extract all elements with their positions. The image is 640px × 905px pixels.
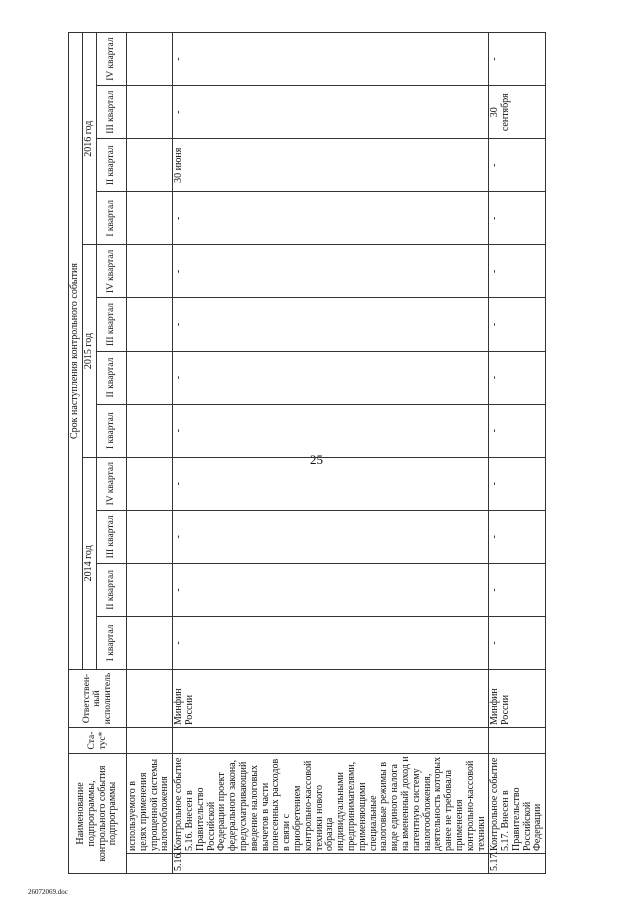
- row-number: 5.16.: [173, 854, 489, 874]
- term-cell: [127, 86, 173, 139]
- quarter-header: II квартал: [97, 563, 127, 616]
- page-number: 25: [310, 452, 323, 467]
- term-cell: [127, 298, 173, 351]
- term-cell: -: [173, 33, 489, 86]
- document-id: 26072069.doc: [28, 888, 68, 896]
- header-year-2015: 2015 год: [83, 245, 97, 457]
- control-events-table: [68, 32, 618, 874]
- quarter-header: IV квартал: [97, 33, 127, 86]
- table-row: [489, 33, 546, 874]
- term-cell: -: [173, 86, 489, 139]
- header-year-2014: 2014 год: [83, 457, 97, 669]
- term-cell: -: [173, 351, 489, 404]
- term-cell: [127, 351, 173, 404]
- term-cell: -: [489, 404, 546, 457]
- quarter-header: III квартал: [97, 86, 127, 139]
- header-status: Ста-тус*: [69, 728, 127, 754]
- term-cell: -: [173, 616, 489, 669]
- row-number: 5.17.: [489, 854, 546, 874]
- quarter-header: II квартал: [97, 351, 127, 404]
- term-cell: -: [489, 33, 546, 86]
- quarter-header: I квартал: [97, 616, 127, 669]
- term-cell: -: [489, 563, 546, 616]
- term-cell: [127, 192, 173, 245]
- term-cell: [127, 563, 173, 616]
- term-cell: [127, 510, 173, 563]
- term-cell: [127, 404, 173, 457]
- term-cell: -: [489, 510, 546, 563]
- status-cell: [173, 728, 489, 754]
- quarter-header: I квартал: [97, 404, 127, 457]
- term-cell: -: [489, 192, 546, 245]
- term-cell: -: [489, 139, 546, 192]
- header-executor: Ответствен-ный исполнитель: [69, 670, 127, 728]
- quarter-header: I квартал: [97, 192, 127, 245]
- row-number: [127, 854, 173, 874]
- quarter-header: III квартал: [97, 510, 127, 563]
- header-term: Срок наступления контрольного события: [69, 33, 83, 670]
- term-cell: -: [489, 351, 546, 404]
- event-name: используемого в целях применения упрощенной системы налогообложения: [127, 754, 173, 854]
- term-cell: -: [489, 298, 546, 351]
- term-cell: -: [173, 404, 489, 457]
- table-row: [173, 33, 489, 874]
- quarter-header: III квартал: [97, 298, 127, 351]
- event-name: Контрольное событие 5.16. Внесен в Правительство Российской Федерации проект федерального закона, предусматривающий введение налоговых вычетов в части понесенных расходов в связи с приобретением контрольно-кассовой техники нового образца индивидуальными предпринимателями, применяющими специальные налоговые режимы в виде единого налога на вмененный доход и патентную систему налогообложения, деятельность которых ранее не требовала применения контрольно-кассовой техники: [173, 754, 489, 854]
- term-cell: [127, 457, 173, 510]
- status-cell: [127, 728, 173, 754]
- header-year-2016: 2016 год: [83, 33, 97, 245]
- term-date-cell: 30 июня: [173, 139, 489, 192]
- executor-cell: Минфин России: [489, 670, 546, 728]
- term-cell: -: [173, 298, 489, 351]
- term-cell: [127, 616, 173, 669]
- quarter-header: IV квартал: [97, 245, 127, 298]
- status-cell: [489, 728, 546, 754]
- event-name: Контрольное событие 5.17. Внесен в Правительство Российской Федерации: [489, 754, 546, 854]
- quarter-header: IV квартал: [97, 457, 127, 510]
- term-cell: -: [173, 245, 489, 298]
- term-cell: -: [173, 510, 489, 563]
- term-cell: -: [173, 457, 489, 510]
- term-cell: [127, 245, 173, 298]
- term-cell: -: [173, 192, 489, 245]
- executor-cell: Минфин России: [173, 670, 489, 728]
- executor-cell: [127, 670, 173, 728]
- term-date-cell: 30 сентября: [489, 86, 546, 139]
- term-cell: [127, 139, 173, 192]
- term-cell: -: [489, 245, 546, 298]
- term-cell: -: [489, 616, 546, 669]
- quarter-header: II квартал: [97, 139, 127, 192]
- header-name: Наименование подпрограммы, контрольного события подпрограммы: [69, 754, 127, 874]
- term-cell: [127, 33, 173, 86]
- term-cell: -: [173, 563, 489, 616]
- table-row: [127, 33, 173, 874]
- term-cell: -: [489, 457, 546, 510]
